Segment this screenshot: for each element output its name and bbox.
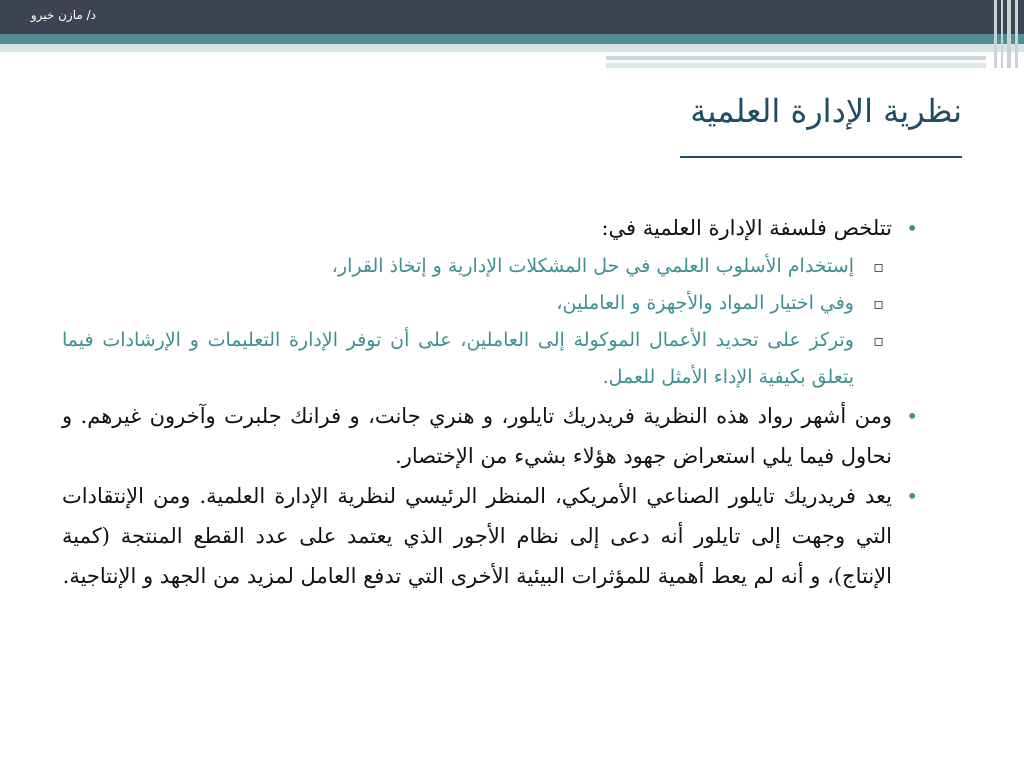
sub-bullet-1 <box>62 248 924 285</box>
decorative-vertical-line-2 <box>1001 0 1003 68</box>
circle-bullet-icon: • <box>906 216 918 240</box>
sub-bullet-1-text: إستخدام الأسلوب العلمي في حل المشكلات الإدارية و إتخاذ القرار، <box>331 255 854 277</box>
sub-bullet-3 <box>62 322 924 396</box>
decorative-vertical-line-1 <box>994 0 997 68</box>
title-underline <box>680 156 962 158</box>
decorative-light-band <box>0 44 1024 52</box>
bullet-point-2 <box>62 396 924 476</box>
decorative-teal-band <box>0 34 1024 44</box>
bullet-point-2-text: ومن أشهر رواد هذه النظرية فريدريك تايلور، و هنري جانت، و فرانك جلبرت وآخرون غيرهم. و نحاول فيما يلي استعراض جهود هؤلاء بشيء من الإختصار. <box>62 404 892 468</box>
decorative-right-stripe-1 <box>606 56 986 60</box>
circle-bullet-icon: • <box>906 484 918 508</box>
slide-title: نظرية الإدارة العلمية <box>690 92 962 130</box>
author-label: د/ مازن خيرو <box>30 8 96 22</box>
decorative-vertical-line-4 <box>1015 0 1018 68</box>
sub-bullet-2-text: وفي اختيار المواد والأجهزة و العاملين، <box>556 292 854 314</box>
sub-bullet-3-text: وتركز على تحديد الأعمال الموكولة إلى العاملين، على أن توفر الإدارة التعليمات و الإرشادات فيما يتعلق بكيفية الإداء الأمثل للعمل. <box>62 329 854 388</box>
top-header-bar <box>0 0 1024 34</box>
slide-content <box>62 208 924 596</box>
circle-bullet-icon: • <box>906 404 918 428</box>
bullet-point-3 <box>62 476 924 596</box>
decorative-vertical-line-3 <box>1007 0 1011 68</box>
square-bullet-icon: ▫ <box>873 257 884 276</box>
sub-bullet-2 <box>62 285 924 322</box>
bullet-point-1 <box>62 208 924 248</box>
square-bullet-icon: ▫ <box>873 331 884 350</box>
bullet-point-1-text: تتلخص فلسفة الإدارة العلمية في: <box>601 216 892 240</box>
bullet-point-3-text: يعد فريدريك تايلور الصناعي الأمريكي، المنظر الرئيسي لنظرية الإدارة العلمية. ومن الإنتقادات التي وجهت إلى تايلور أنه دعى إلى نظام الأجور الذي يعتمد على عدد القطع المنتجة (كمية الإنتاج)، و أنه لم يعط أهمية للمؤثرات البيئية الأخرى التي تدفع العامل لمزيد من الجهد و الإنتاجية. <box>62 484 892 588</box>
decorative-right-stripe-2 <box>606 63 986 68</box>
square-bullet-icon: ▫ <box>873 294 884 313</box>
